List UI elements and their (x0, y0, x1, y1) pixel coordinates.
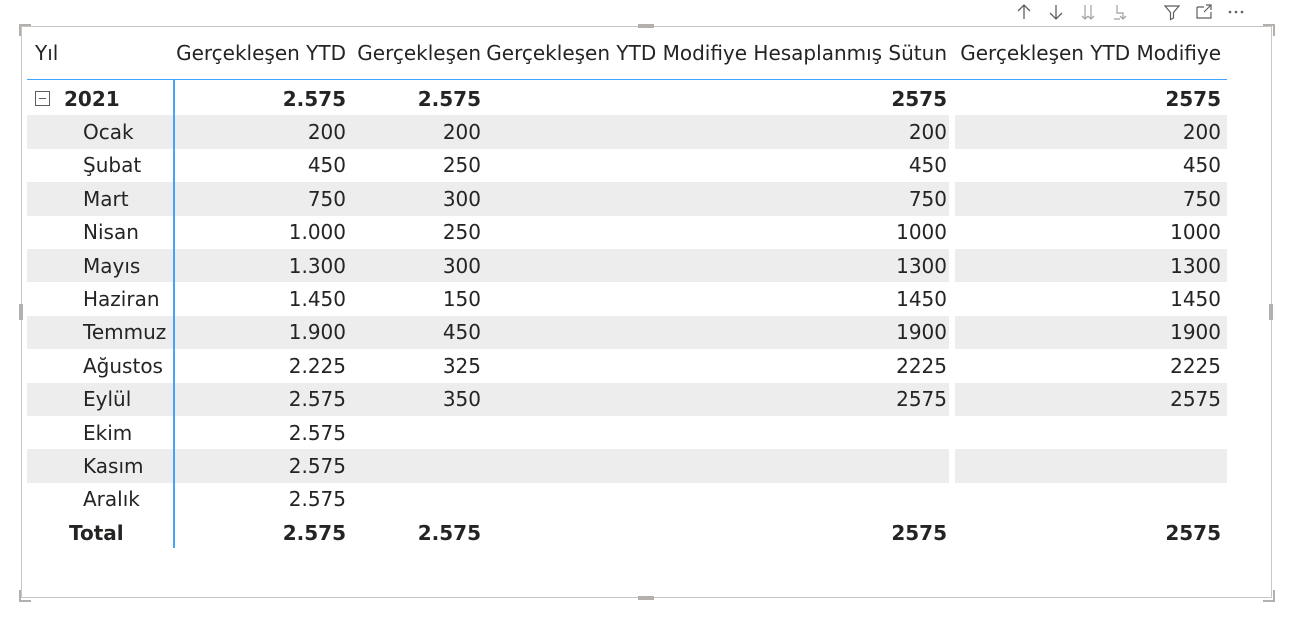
column-gap (949, 416, 955, 449)
row-header-month: Mayıs (83, 253, 141, 278)
resize-handle-right[interactable] (1269, 304, 1273, 320)
value-cell: 2575 (1165, 86, 1221, 111)
value-cell (487, 483, 953, 516)
table-row (27, 383, 1227, 416)
column-header-gerceklesen-ytd[interactable]: Gerçekleşen YTD (176, 41, 346, 65)
table-row-year (27, 82, 1227, 115)
row-header-month: Kasım (83, 454, 144, 479)
collapse-icon[interactable] (35, 91, 50, 106)
expand-all-down-button[interactable] (1072, 0, 1104, 24)
total-value: 2575 (1165, 520, 1221, 545)
value-cell: 1.300 (288, 253, 346, 278)
value-cell: 2225 (896, 353, 947, 378)
table-row (27, 416, 1227, 449)
column-gap (949, 316, 955, 349)
expand-next-level-button[interactable] (1104, 0, 1136, 24)
table-row (27, 483, 1227, 516)
value-cell: 1450 (1170, 287, 1221, 312)
value-cell: 450 (1182, 153, 1221, 178)
row-header-divider (173, 80, 175, 548)
table-row (27, 316, 1227, 349)
column-gap (949, 115, 955, 148)
column-gap (949, 483, 955, 516)
value-cell: 1900 (1170, 320, 1221, 345)
value-cell: 1000 (1170, 220, 1221, 245)
value-cell: 250 (442, 220, 481, 245)
row-header-year (27, 82, 174, 115)
row-header-month: Mart (83, 186, 129, 211)
value-cell: 300 (442, 186, 481, 211)
value-cell: 250 (442, 153, 481, 178)
table-row (27, 349, 1227, 382)
total-value: 2.575 (282, 520, 346, 545)
value-cell: 1300 (1170, 253, 1221, 278)
value-cell (953, 416, 1227, 449)
value-cell: 750 (908, 186, 947, 211)
year-label: 2021 (64, 86, 120, 111)
resize-handle-top[interactable] (638, 24, 654, 28)
value-cell: 450 (442, 320, 481, 345)
toolbar-spacer (1136, 0, 1156, 24)
value-cell (352, 449, 487, 482)
drill-down-button[interactable] (1040, 0, 1072, 24)
value-cell: 325 (442, 353, 481, 378)
visual-header-toolbar (1008, 0, 1252, 24)
resize-handle-left[interactable] (19, 304, 23, 320)
value-cell: 1900 (896, 320, 947, 345)
value-cell: 750 (307, 186, 346, 211)
column-header-yil[interactable]: Yıl (35, 41, 59, 65)
filter-icon (1162, 2, 1182, 22)
value-cell: 2.575 (288, 487, 346, 512)
value-cell: 1000 (896, 220, 947, 245)
row-header-month: Ağustos (83, 353, 163, 378)
value-cell: 2225 (1170, 353, 1221, 378)
drill-up-button[interactable] (1008, 0, 1040, 24)
row-header-month: Ocak (83, 120, 134, 145)
value-cell: 1.000 (288, 220, 346, 245)
table-row (27, 282, 1227, 315)
row-header-month: Haziran (83, 287, 160, 312)
column-gap (949, 149, 955, 182)
column-gap (949, 349, 955, 382)
value-cell: 300 (442, 253, 481, 278)
table-row (27, 115, 1227, 148)
expand-next-level-icon (1110, 2, 1130, 22)
row-header-month: Şubat (83, 153, 142, 178)
table-row (27, 449, 1227, 482)
value-cell: 2575 (891, 86, 947, 111)
column-header-ytd-modifiye-hesaplanmis[interactable]: Gerçekleşen YTD Modifiye Hesaplanmış Sütun (486, 41, 947, 65)
value-cell: 450 (307, 153, 346, 178)
resize-handle-bottom[interactable] (638, 596, 654, 600)
value-cell (487, 449, 953, 482)
column-gap (949, 449, 955, 482)
value-cell: 2.225 (288, 353, 346, 378)
more-options-icon (1226, 2, 1246, 22)
table-row (27, 249, 1227, 282)
column-header-gerceklesen[interactable]: Gerçekleşen (357, 41, 481, 65)
resize-corner-top-right[interactable] (1263, 24, 1275, 36)
column-gap (949, 216, 955, 249)
value-cell: 1.450 (288, 287, 346, 312)
row-header-month: Nisan (83, 220, 139, 245)
value-cell: 2575 (1170, 387, 1221, 412)
column-header-row (27, 33, 1227, 73)
total-value: 2575 (891, 520, 947, 545)
value-cell: 450 (908, 153, 947, 178)
value-cell: 2.575 (417, 86, 481, 111)
row-header-month: Eylül (83, 387, 132, 412)
value-cell: 350 (442, 387, 481, 412)
resize-corner-bottom-left[interactable] (19, 590, 31, 602)
table-row (27, 216, 1227, 249)
value-cell: 2.575 (288, 454, 346, 479)
expand-all-down-icon (1078, 2, 1098, 22)
table-row (27, 149, 1227, 182)
column-header-ytd-modifiye[interactable]: Gerçekleşen YTD Modifiye (960, 41, 1221, 65)
arrow-up-icon (1014, 2, 1034, 22)
column-gap (949, 282, 955, 315)
value-cell: 2.575 (288, 387, 346, 412)
row-header-month: Aralık (83, 487, 140, 512)
table-row-total (27, 516, 1227, 549)
value-cell: 1.900 (288, 320, 346, 345)
value-cell: 1450 (896, 287, 947, 312)
value-cell (487, 416, 953, 449)
value-cell: 1300 (896, 253, 947, 278)
column-gap (949, 182, 955, 215)
value-cell: 200 (307, 120, 346, 145)
focus-mode-button[interactable] (1188, 0, 1220, 24)
row-header-month: Ekim (83, 420, 133, 445)
value-cell: 200 (908, 120, 947, 145)
value-cell (352, 416, 487, 449)
resize-corner-bottom-right[interactable] (1263, 590, 1275, 602)
column-gap (949, 249, 955, 282)
value-cell: 750 (1182, 186, 1221, 211)
value-cell (352, 483, 487, 516)
value-cell: 150 (442, 287, 481, 312)
row-header-month: Temmuz (83, 320, 167, 345)
total-label: Total (69, 520, 124, 545)
header-divider (27, 79, 1227, 80)
value-cell: 2.575 (288, 420, 346, 445)
value-cell: 2.575 (282, 86, 346, 111)
focus-mode-icon (1194, 2, 1214, 22)
value-cell: 200 (442, 120, 481, 145)
filter-button[interactable] (1156, 0, 1188, 24)
value-cell (953, 483, 1227, 516)
value-cell: 2575 (896, 387, 947, 412)
more-options-button[interactable] (1220, 0, 1252, 24)
column-gap (949, 383, 955, 416)
value-cell: 200 (1182, 120, 1221, 145)
total-value: 2.575 (417, 520, 481, 545)
value-cell (953, 449, 1227, 482)
table-row (27, 182, 1227, 215)
arrow-down-icon (1046, 2, 1066, 22)
